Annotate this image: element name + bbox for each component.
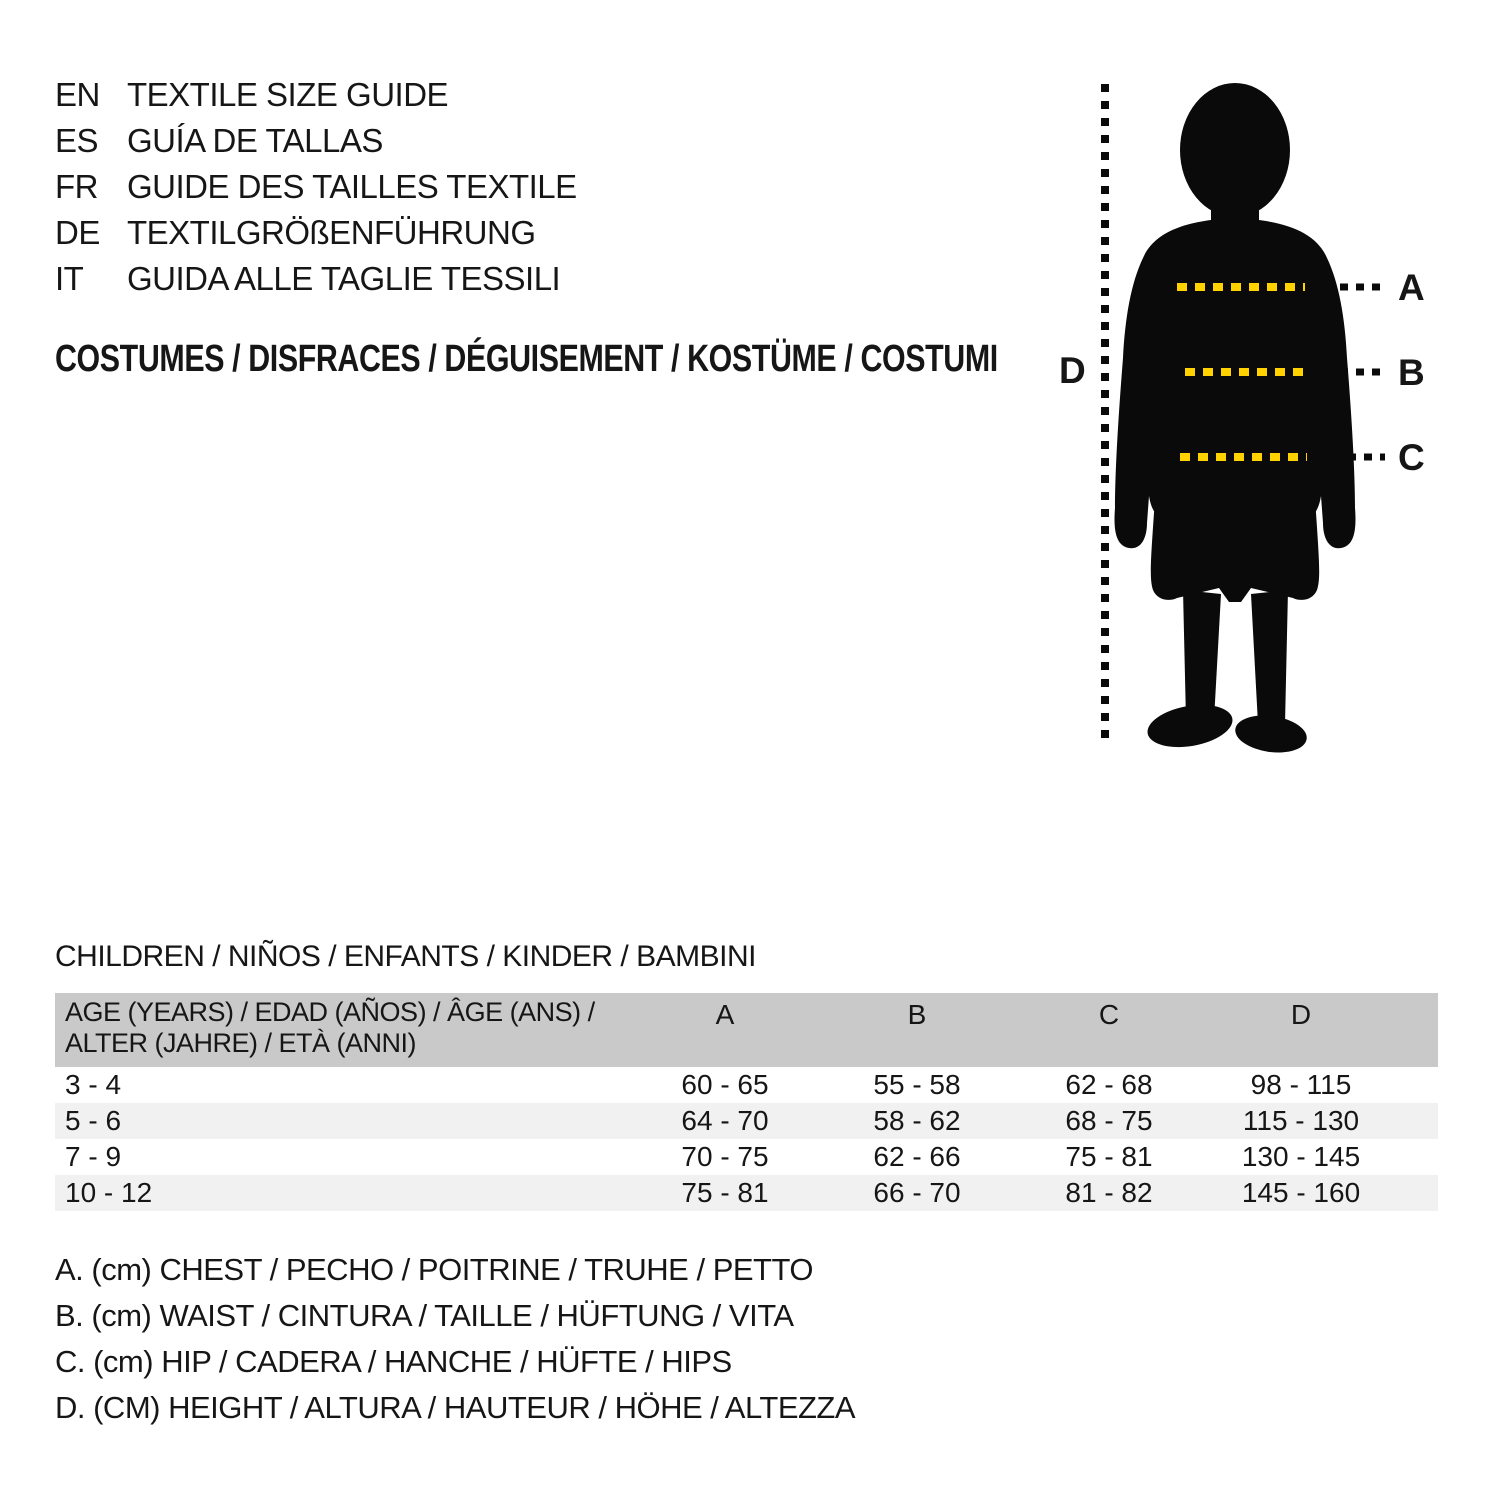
language-title: GUÍA DE TALLAS [127,122,383,159]
hip-cell: 62 - 68 [1065,1069,1153,1100]
chest-cell: 75 - 81 [681,1177,769,1208]
language-code: EN [55,76,100,113]
table-row [55,1175,1438,1211]
language-title: TEXTILE SIZE GUIDE [127,76,449,113]
language-row-it [55,256,577,302]
language-row-fr [55,164,577,210]
silhouette-right-leg [1251,590,1288,724]
legend-waist: B. (cm) WAIST / CINTURA / TAILLE / HÜFTUNG / VITA [55,1298,794,1333]
label-a: A [1398,267,1425,308]
hip-cell: 68 - 75 [1065,1105,1153,1136]
category-title: COSTUMES / DISFRACES / DÉGUISEMENT / KOSTÜME / COSTUMI [55,338,998,380]
language-row-en [55,72,577,118]
legend-height: D. (CM) HEIGHT / ALTURA / HAUTEUR / HÖHE / ALTEZZA [55,1390,856,1425]
hip-cell: 75 - 81 [1065,1141,1153,1172]
age-header-line2: ALTER (JAHRE) / ETÀ (ANNI) [65,1028,417,1058]
silhouette-shorts [1151,498,1319,602]
silhouette-left-foot [1144,699,1236,753]
label-d: D [1059,350,1086,391]
age-cell: 3 - 4 [65,1069,122,1100]
age-cell: 7 - 9 [65,1141,122,1172]
column-header-c: C [1098,999,1120,1030]
language-title-list [55,72,577,302]
language-code: IT [55,260,84,297]
language-code: DE [55,214,100,251]
age-column-header [55,993,629,1067]
table-row [55,1103,1438,1139]
height-cell: 115 - 130 [1242,1105,1360,1136]
language-code: ES [55,122,99,159]
height-cell: 130 - 145 [1241,1141,1361,1172]
age-header-line1: AGE (YEARS) / EDAD (AÑOS) / ÂGE (ANS) / [65,997,595,1027]
section-title-children: CHILDREN / NIÑOS / ENFANTS / KINDER / BAMBINI [55,940,756,973]
waist-cell: 62 - 66 [873,1141,961,1172]
language-row-es [55,118,577,164]
height-cell: 98 - 115 [1250,1069,1352,1100]
child-silhouette [1115,83,1356,757]
column-header-d: D [1290,999,1312,1030]
table-row [55,1067,1438,1103]
silhouette-left-leg [1183,590,1221,720]
table-row [55,1139,1438,1175]
column-header-b: B [907,999,927,1030]
language-code: FR [55,168,98,205]
chest-cell: 70 - 75 [681,1141,769,1172]
child-silhouette-figure [1055,78,1445,768]
measurement-legend [55,1247,855,1431]
silhouette-right-foot [1233,711,1309,757]
legend-chest: A. (cm) CHEST / PECHO / POITRINE / TRUHE / PETTO [55,1252,813,1287]
language-title: TEXTILGRÖßENFÜHRUNG [127,214,536,251]
children-size-table [55,993,1438,1211]
age-cell: 10 - 12 [65,1177,153,1208]
chest-cell: 60 - 65 [681,1069,769,1100]
column-header-a: A [715,999,735,1030]
waist-cell: 58 - 62 [873,1105,961,1136]
waist-cell: 66 - 70 [873,1177,961,1208]
label-c: C [1398,437,1425,478]
table-header-row [55,993,1438,1067]
label-b: B [1398,352,1425,393]
language-row-de [55,210,577,256]
language-title: GUIDA ALLE TAGLIE TESSILI [127,260,561,297]
chest-cell: 64 - 70 [681,1105,769,1136]
language-title: GUIDE DES TAILLES TEXTILE [127,168,577,205]
hip-cell: 81 - 82 [1065,1177,1153,1208]
legend-hip: C. (cm) HIP / CADERA / HANCHE / HÜFTE / HIPS [55,1344,732,1379]
waist-cell: 55 - 58 [873,1069,961,1100]
age-cell: 5 - 6 [65,1105,122,1136]
height-cell: 145 - 160 [1241,1177,1361,1208]
